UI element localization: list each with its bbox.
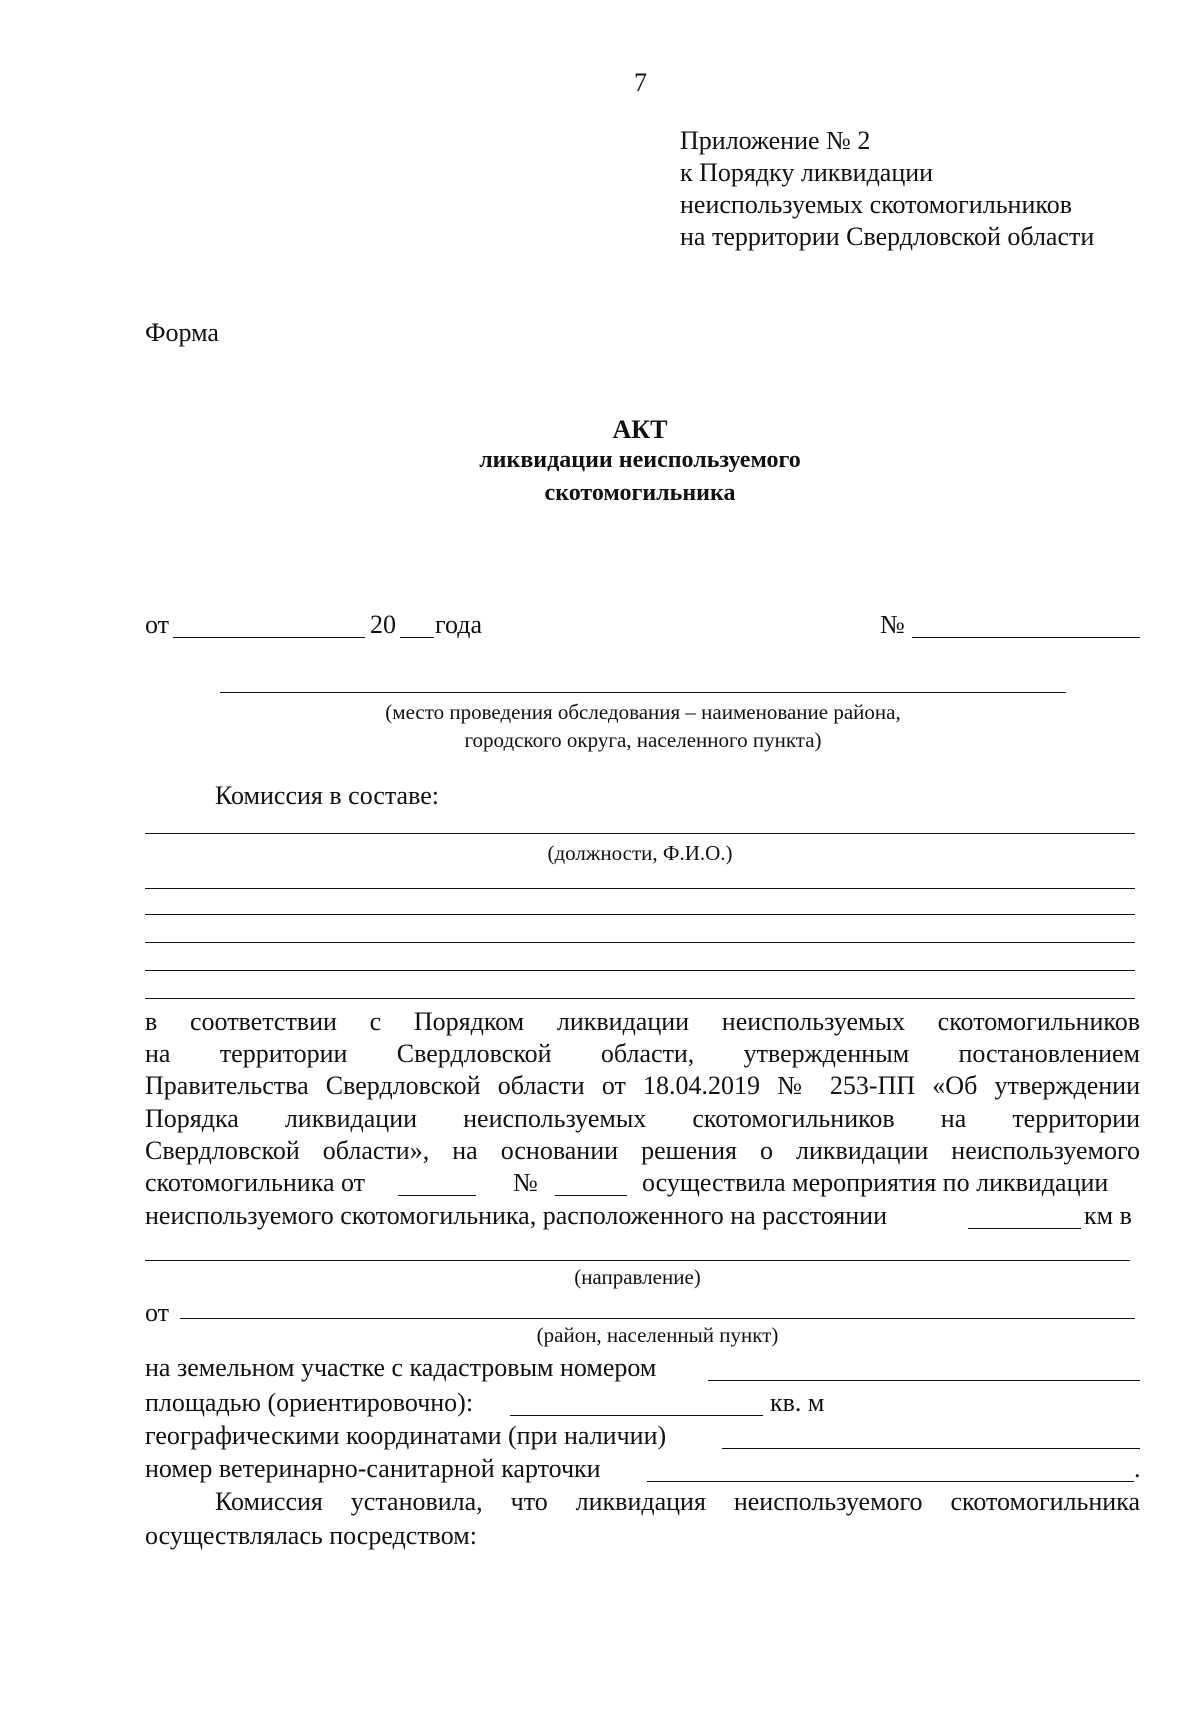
area-label: площадью (ориентировочно): <box>145 1388 474 1417</box>
commission-line-6[interactable] <box>145 998 1135 999</box>
decision-number-field[interactable] <box>555 1195 627 1196</box>
coordinates-field[interactable] <box>722 1448 1140 1449</box>
coordinates-label: географическими координатами (при наличии) <box>145 1421 667 1450</box>
act-number-label: № <box>880 610 905 639</box>
document-title: АКТ <box>612 415 668 444</box>
document-subtitle-2: скотомогильника <box>544 480 736 506</box>
vet-card-label: номер ветеринарно-санитарной карточки <box>145 1454 601 1483</box>
appendix-line-3: неиспользуемых скотомогильников <box>680 190 1072 219</box>
area-unit: кв. м <box>770 1388 825 1417</box>
body-line-5: Свердловской области», на основании решения о ликвидации неиспользуемого <box>145 1136 1140 1165</box>
form-label: Форма <box>145 318 219 347</box>
positions-caption: (должности, Ф.И.О.) <box>547 841 733 865</box>
direction-caption: (направление) <box>574 1265 701 1289</box>
year-suffix: года <box>435 610 483 639</box>
year-prefix: 20 <box>370 610 396 639</box>
conclusion-line-2: осуществлялась посредством: <box>145 1521 477 1550</box>
commission-line-2[interactable] <box>145 888 1135 889</box>
document-subtitle-1: ликвидации неиспользуемого <box>479 447 801 473</box>
commission-line-1[interactable] <box>145 833 1135 834</box>
decision-prefix: скотомогильника от <box>145 1168 366 1197</box>
decision-date-field[interactable] <box>398 1195 476 1196</box>
district-caption: (район, населенный пункт) <box>536 1323 779 1347</box>
place-caption-1: (место проведения обследования – наименование района, <box>385 700 901 724</box>
from-label: от <box>145 1298 170 1327</box>
vet-card-field[interactable] <box>647 1481 1134 1482</box>
act-number-field[interactable] <box>912 637 1140 638</box>
commission-line-3[interactable] <box>145 914 1135 915</box>
area-field[interactable] <box>510 1415 763 1416</box>
cadastral-field[interactable] <box>708 1380 1140 1381</box>
date-prefix: от <box>145 610 170 639</box>
commission-line-4[interactable] <box>145 942 1135 943</box>
year-field[interactable] <box>400 637 434 638</box>
body-line-4: Порядка ликвидации неиспользуемых скотомогильников на территории <box>145 1104 1140 1133</box>
commission-label: Комиссия в составе: <box>215 781 439 810</box>
page-number: 7 <box>634 68 647 97</box>
distance-suffix: км в <box>1084 1201 1132 1230</box>
direction-field[interactable] <box>145 1260 1130 1261</box>
appendix-line-4: на территории Свердловской области <box>680 222 1095 251</box>
body-line-2: на территории Свердловской области, утвержденным постановлением <box>145 1039 1140 1068</box>
distance-prefix: неиспользуемого скотомогильника, расположенного на расстоянии <box>145 1201 887 1230</box>
conclusion-line-1: Комиссия установила, что ликвидация неиспользуемого скотомогильника <box>215 1487 1140 1516</box>
distance-field[interactable] <box>968 1228 1081 1229</box>
district-field[interactable] <box>180 1318 1135 1319</box>
commission-line-5[interactable] <box>145 970 1135 971</box>
appendix-line-1: Приложение № 2 <box>680 126 871 155</box>
date-field[interactable] <box>173 637 365 638</box>
vet-card-end: . <box>1134 1454 1141 1483</box>
body-line-1: в соответствии с Порядком ликвидации неиспользуемых скотомогильников <box>145 1007 1140 1036</box>
appendix-block <box>680 125 1094 253</box>
decision-suffix: осуществила мероприятия по ликвидации <box>642 1168 1109 1197</box>
place-caption-2: городского округа, населенного пункта) <box>464 728 822 752</box>
appendix-line-2: к Порядку ликвидации <box>680 158 934 187</box>
body-line-3: Правительства Свердловской области от 18.04.2019 № 253-ПП «Об утверждении <box>145 1071 1140 1100</box>
decision-number-label: № <box>513 1168 538 1197</box>
cadastral-label: на земельном участке с кадастровым номером <box>145 1353 657 1382</box>
place-field[interactable] <box>220 692 1066 693</box>
